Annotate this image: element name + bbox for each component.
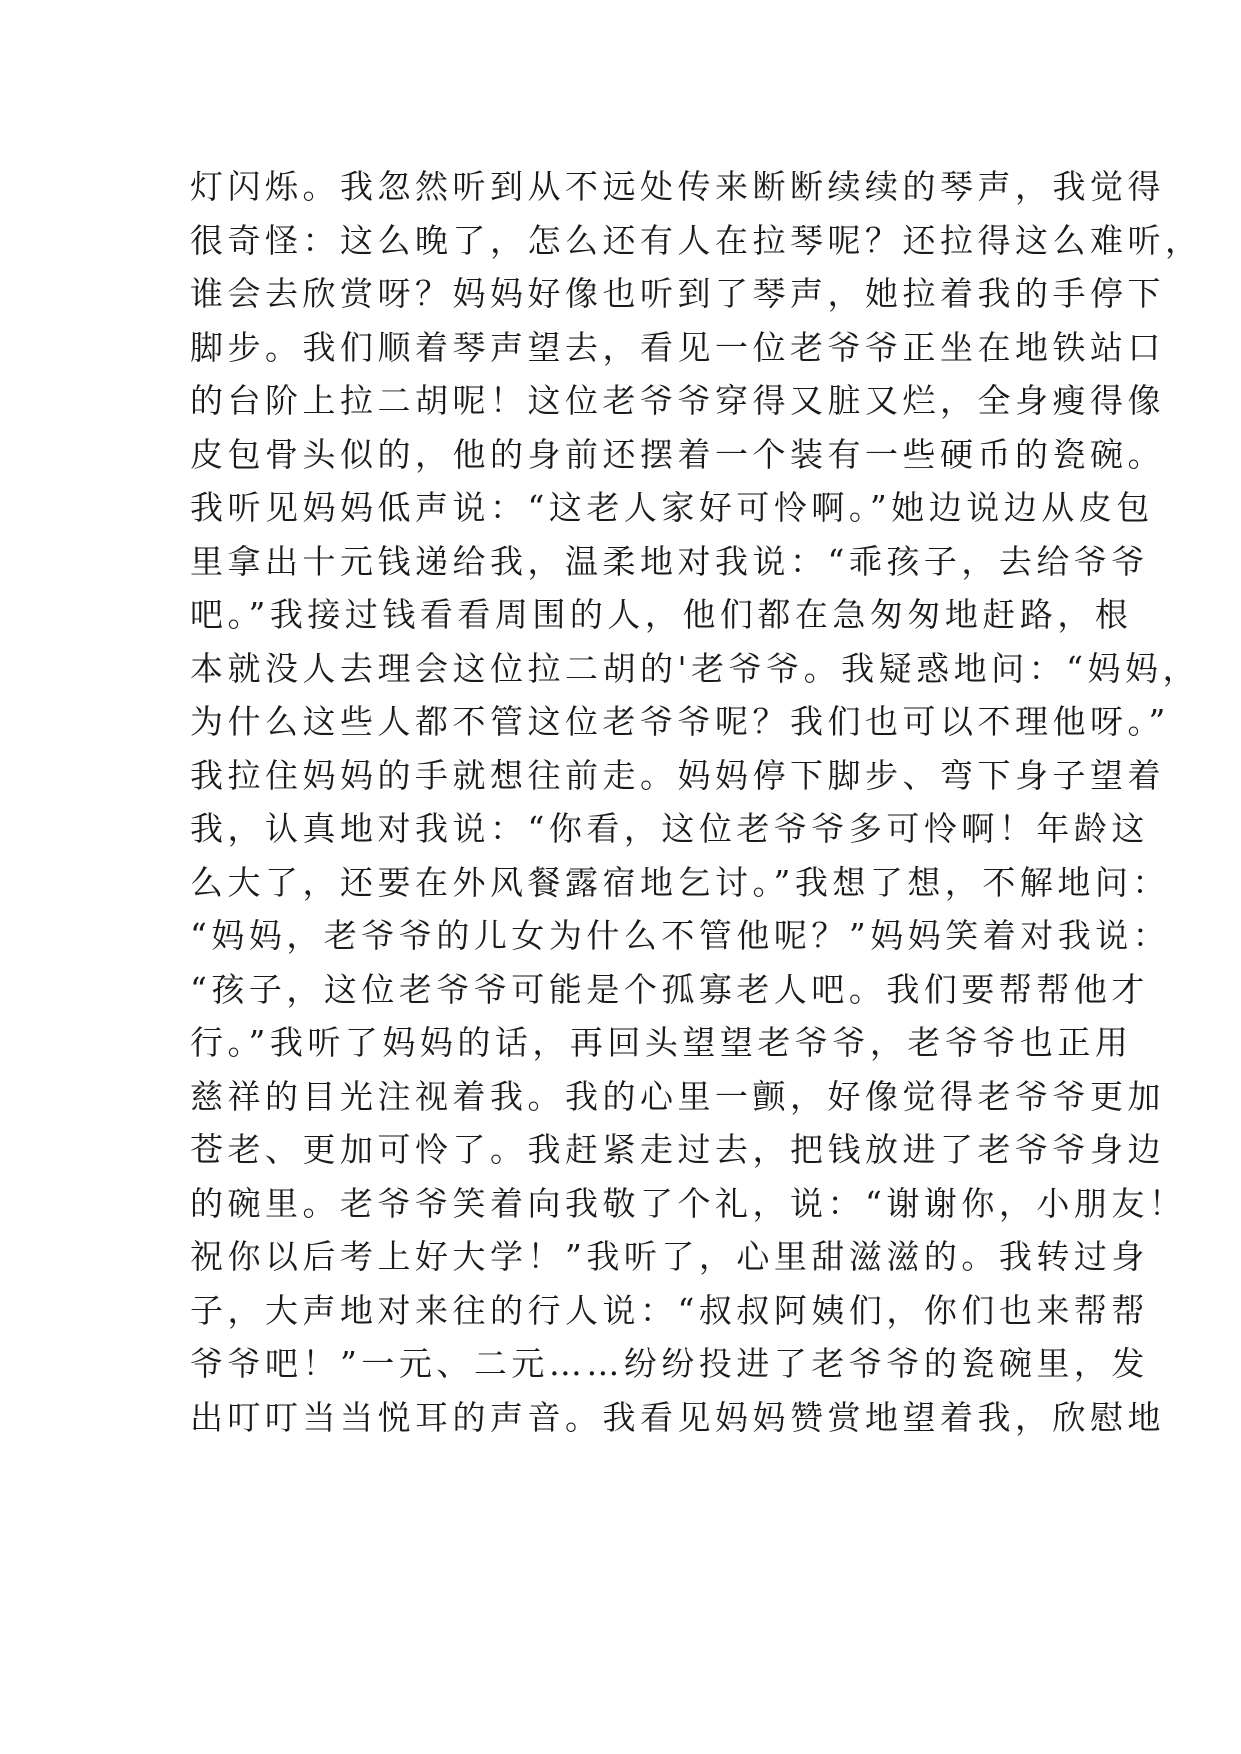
text-line: 苍老、更加可怜了。我赶紧走过去，把钱放进了老爷爷身边: [190, 1130, 1165, 1169]
text-line: 我，认真地对我说：“你看，这位老爷爷多可怜啊！年龄这: [190, 809, 1149, 848]
text-line: 很奇怪：这么晚了，怎么还有人在拉琴呢？还拉得这么难听，: [190, 220, 1203, 260]
text-line: 慈祥的目光注视着我。我的心里一颤，好像觉得老爷爷更加: [190, 1076, 1165, 1116]
text-line: “孩子，这位老爷爷可能是个孤寡老人吧。我们要帮帮他才: [190, 969, 1149, 1009]
text-line: 么大了，还要在外风餐露宿地乞讨。”我想了想，不解地问：: [190, 862, 1170, 902]
text-line: 的碗里。老爷爷笑着向我敬了个礼，说：“谢谢你，小朋友！: [190, 1183, 1187, 1223]
text-line: 我听见妈妈低声说：“这老人家好可怜啊。”她边说边从皮包: [190, 488, 1154, 527]
text-line: 的台阶上拉二胡呢！这位老爷爷穿得又脏又烂，全身瘦得像: [190, 381, 1165, 420]
text-line: 我拉住妈妈的手就想往前走。妈妈停下脚步、弯下身子望着: [190, 755, 1165, 795]
text-line: 皮包骨头似的，他的身前还摆着一个装有一些硬币的瓷碗。: [190, 434, 1165, 474]
text-line: “妈妈，老爷爷的儿女为什么不管他呢？”妈妈笑着对我说：: [190, 916, 1171, 955]
text-line: 祝你以后考上好大学！”我听了，心里甜滋滋的。我转过身: [190, 1237, 1149, 1276]
text-line: 吧。”我接过钱看看周围的人，他们都在急匆匆地赶路，根: [190, 595, 1133, 634]
text-line: 爷爷吧！”一元、二元……纷纷投进了老爷爷的瓷碗里，发: [190, 1344, 1149, 1383]
text-line: 行。”我听了妈妈的话，再回头望望老爷爷，老爷爷也正用: [190, 1023, 1133, 1062]
text-line: 子，大声地对来往的行人说：“叔叔阿姨们，你们也来帮帮: [190, 1290, 1149, 1330]
text-line: 脚步。我们顺着琴声望去，看见一位老爷爷正坐在地铁站口: [190, 327, 1165, 367]
text-line: 为什么这些人都不管这位老爷爷呢？我们也可以不理他呀。”: [190, 702, 1170, 741]
text-line: 谁会去欣赏呀？妈妈好像也听到了琴声，她拉着我的手停下: [190, 274, 1165, 313]
body-text: [190, 160, 1203, 1444]
text-line: 里拿出十元钱递给我，温柔地对我说：“乖孩子，去给爷爷: [190, 541, 1149, 581]
text-line: 本就没人去理会这位拉二胡的'老爷爷。我疑惑地问：“妈妈，: [190, 648, 1200, 688]
text-line: 出叮叮当当悦耳的声音。我看见妈妈赞赏地望着我，欣慰地: [190, 1397, 1165, 1437]
text-line: 灯闪烁。我忽然听到从不远处传来断断续续的琴声，我觉得: [190, 167, 1165, 206]
